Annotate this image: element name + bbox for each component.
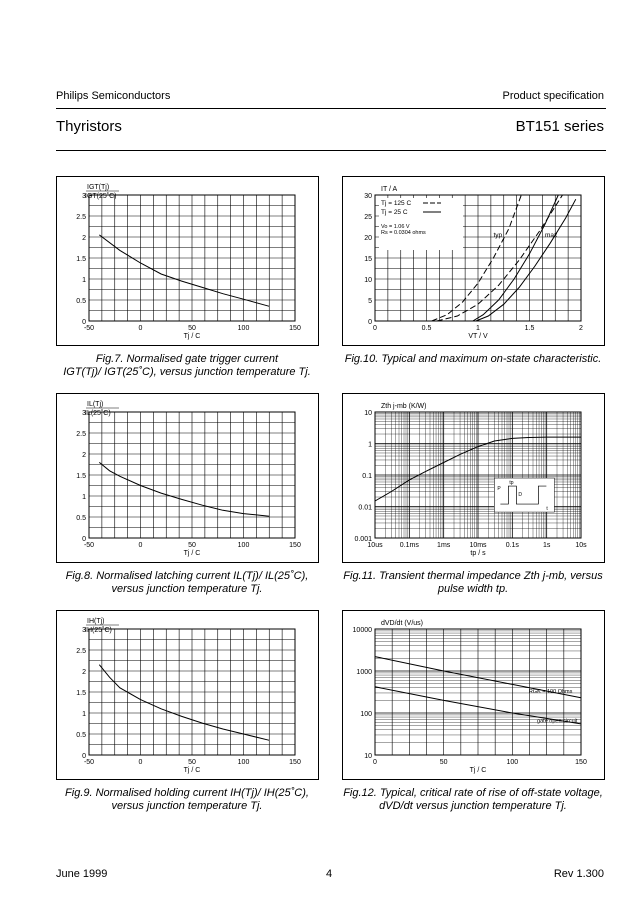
- fig7-caption-line2: IGT(Tj)/ IGT(25˚C), versus junction temperature Tj.: [63, 366, 311, 378]
- fig10-x-tick-label: 2: [579, 325, 583, 332]
- fig11-x-tick-label: 1s: [542, 542, 551, 549]
- fig11-caption-line2: pulse width tp.: [437, 583, 509, 595]
- fig12-y-tick-label: 10: [364, 753, 372, 760]
- fig9-chart: [57, 611, 318, 779]
- fig8-y-tick-label: 1: [82, 494, 86, 501]
- fig7-x-tick-label: 100: [237, 325, 250, 332]
- fig12-caption: [335, 787, 611, 813]
- fig11-caption: [335, 570, 611, 596]
- fig11-x-tick-label: 10us: [367, 542, 383, 549]
- fig12-x-tick-label: 100: [506, 759, 519, 766]
- footer-page: 4: [326, 868, 333, 880]
- fig9-caption-line2: versus junction temperature Tj.: [111, 800, 263, 812]
- fig7-caption: [49, 353, 325, 379]
- fig8-x-tick-label: 50: [188, 542, 196, 549]
- fig10-x-axis-label: VT / V: [468, 333, 488, 340]
- fig9-y-tick-label: 2: [82, 669, 86, 676]
- fig12-caption-line2: dVD/dt versus junction temperature Tj.: [379, 800, 567, 812]
- fig7-y-tick-label: 3: [82, 193, 86, 200]
- fig10-x-tick-label: 1.5: [524, 325, 535, 332]
- fig10-y-tick-label: 5: [368, 298, 372, 305]
- fig9-y-tick-label: 0.5: [76, 732, 86, 739]
- fig11-inset-label-p: P: [497, 486, 501, 493]
- footer-date: June 1999: [56, 868, 108, 880]
- fig8-x-axis-label: Tj / C: [183, 550, 201, 557]
- fig8-x-tick-label: 150: [289, 542, 301, 549]
- fig10-x-tick-label: 0: [373, 325, 377, 332]
- fig9-panel: [56, 610, 319, 780]
- fig12-x-tick-label: 150: [575, 759, 587, 766]
- fig11-y-tick-label: 1: [368, 441, 372, 449]
- fig10-y-tick-label: 10: [364, 277, 372, 284]
- header-rule-bottom: [56, 150, 606, 151]
- fig7-y-tick-label: 2.5: [76, 214, 86, 221]
- fig7-y-tick-label: 2: [82, 235, 86, 242]
- fig8-y-tick-label: 1.5: [76, 473, 86, 480]
- fig10-x-tick-label: 0.5: [421, 325, 432, 332]
- fig12-x-tick-label: 50: [439, 759, 448, 766]
- fig11-inset-frame: [494, 478, 554, 512]
- fig11-y-tick-label: 0.001: [354, 536, 372, 543]
- fig12-x-axis-label: Tj / C: [469, 767, 487, 774]
- fig9-x-axis-label: Tj / C: [183, 767, 201, 774]
- fig9-caption-line1: Fig.9. Normalised holding current IH(Tj)/ IH(25˚C),: [65, 787, 309, 799]
- fig8-caption-line2: versus junction temperature Tj.: [111, 583, 263, 595]
- fig9-y-tick-label: 3: [82, 627, 86, 634]
- fig10-note-rs: Rs = 0.0304 ohms: [381, 230, 426, 236]
- fig7-x-tick-label: 50: [188, 325, 196, 332]
- fig7-caption-line1: Fig.7. Normalised gate trigger current: [95, 353, 279, 365]
- fig8-caption: [49, 570, 325, 596]
- fig12-caption-line1: Fig.12. Typical, critical rate of rise of off-state voltage,: [343, 787, 603, 799]
- fig8-y-tick-label: 2: [82, 452, 86, 459]
- footer-revision: Rev 1.300: [553, 868, 604, 880]
- fig12-series-label-gate-open: gate open circuit: [537, 718, 578, 725]
- fig11-caption-line1: Fig.11. Transient thermal impedance Zth j-mb, versus: [343, 570, 603, 582]
- fig8-y-tick-label: 3: [82, 410, 86, 417]
- fig9-y-axis-label-numerator: IH(Tj): [87, 618, 105, 625]
- document-type: Product specification: [502, 90, 604, 102]
- fig9-x-tick-label: 150: [289, 759, 301, 766]
- fig9-x-tick-label: 50: [188, 759, 196, 766]
- fig8-caption-line1: Fig.8. Normalised latching current IL(Tj)/ IL(25˚C),: [65, 570, 309, 582]
- fig7-y-axis-label-denominator: IGT(25˚C): [85, 193, 117, 200]
- fig8-chart: [57, 394, 318, 562]
- fig10-label-typ: typ: [493, 232, 503, 239]
- fig9-y-tick-label: 2.5: [76, 648, 86, 655]
- fig9-y-tick-label: 1: [82, 711, 86, 718]
- fig7-x-tick-label: 150: [289, 325, 301, 332]
- fig10-panel: [342, 176, 605, 346]
- header-rule-top: [56, 108, 606, 109]
- fig11-x-tick-label: 0.1s: [505, 542, 519, 549]
- fig8-y-tick-label: 2.5: [76, 431, 86, 438]
- fig10-note-vo: Vo = 1.06 V: [381, 224, 410, 230]
- fig8-x-tick-label: 100: [237, 542, 250, 549]
- fig8-panel: [56, 393, 319, 563]
- fig7-x-tick-label: 0: [138, 325, 143, 332]
- fig10-y-tick-label: 25: [364, 214, 372, 221]
- fig9-x-tick-label: 0: [138, 759, 143, 766]
- fig11-inset-label-tp: tp: [509, 480, 514, 487]
- fig12-y-tick-label: 10000: [352, 627, 372, 634]
- fig10-caption-line1: Fig.10. Typical and maximum on-state characteristic.: [344, 353, 602, 365]
- fig7-y-tick-label: 1: [82, 277, 86, 284]
- fig9-caption: [49, 787, 325, 813]
- fig12-y-tick-label: 100: [360, 711, 372, 718]
- fig8-y-tick-label: 0.5: [76, 515, 86, 522]
- fig7-y-axis-label-numerator: IGT(Tj): [87, 184, 110, 191]
- fig12-x-tick-label: 0: [373, 759, 377, 766]
- fig11-y-tick-label: 10: [364, 410, 372, 417]
- fig10-chart: [343, 177, 604, 345]
- fig9-y-axis-label-denominator: IH(25˚C): [85, 627, 112, 634]
- fig12-series-label-rgk: RGK = 100 Ohms: [528, 688, 573, 695]
- fig9-x-tick-label: 100: [237, 759, 250, 766]
- fig10-y-axis-label: IT / A: [381, 186, 398, 193]
- fig12-chart: [343, 611, 604, 779]
- fig10-legend-label-25: Tj = 25 C: [381, 209, 408, 216]
- company-name: Philips Semiconductors: [56, 90, 171, 102]
- fig10-x-tick-label: 1: [476, 325, 480, 332]
- fig11-x-tick-label: 1ms: [437, 542, 451, 549]
- fig11-y-tick-label: 0.01: [358, 504, 372, 512]
- fig10-y-tick-label: 15: [364, 256, 372, 263]
- fig12-y-axis-label: dVD/dt (V/us): [381, 620, 424, 627]
- fig11-x-tick-label: 10ms: [469, 542, 487, 549]
- fig12-y-tick-label: 1000: [356, 669, 372, 676]
- section-title: Thyristors: [56, 118, 122, 135]
- fig9-x-tick-label: -50: [83, 759, 95, 766]
- fig9-y-tick-label: 0: [82, 753, 86, 760]
- fig11-x-tick-label: 0.1ms: [399, 542, 419, 549]
- fig11-inset-label-d: D: [518, 492, 523, 499]
- fig7-x-axis-label: Tj / C: [183, 333, 201, 340]
- fig8-x-tick-label: 0: [138, 542, 143, 549]
- fig11-y-axis-label: Zth j-mb (K/W): [381, 403, 427, 410]
- fig8-y-axis-label-denominator: IL(25˚C): [85, 410, 111, 417]
- fig7-chart: [57, 177, 318, 345]
- fig8-y-axis-label-numerator: IL(Tj): [87, 401, 104, 408]
- fig12-panel: [342, 610, 605, 780]
- fig7-panel: [56, 176, 319, 346]
- fig11-chart: [343, 394, 604, 562]
- fig7-y-tick-label: 0: [82, 319, 86, 326]
- product-title: BT151 series: [515, 118, 604, 135]
- fig9-y-tick-label: 1.5: [76, 690, 86, 697]
- fig10-legend-label-125: Tj = 125 C: [381, 200, 412, 207]
- fig10-y-tick-label: 20: [364, 235, 372, 242]
- fig10-caption: [335, 353, 611, 366]
- fig7-x-tick-label: -50: [83, 325, 95, 332]
- fig10-y-tick-label: 0: [368, 319, 372, 326]
- fig11-panel: [342, 393, 605, 563]
- fig11-y-tick-label: 0.1: [362, 473, 372, 480]
- fig7-y-tick-label: 0.5: [76, 298, 86, 305]
- fig11-inset-label-t: t: [546, 506, 548, 513]
- fig11-x-axis-label: tp / s: [470, 550, 486, 557]
- fig8-x-tick-label: -50: [83, 542, 95, 549]
- fig10-y-tick-label: 30: [364, 193, 372, 200]
- fig7-y-tick-label: 1.5: [76, 256, 86, 263]
- fig10-label-max: max: [544, 232, 558, 239]
- fig8-y-tick-label: 0: [82, 536, 86, 543]
- fig11-x-tick-label: 10s: [575, 542, 587, 549]
